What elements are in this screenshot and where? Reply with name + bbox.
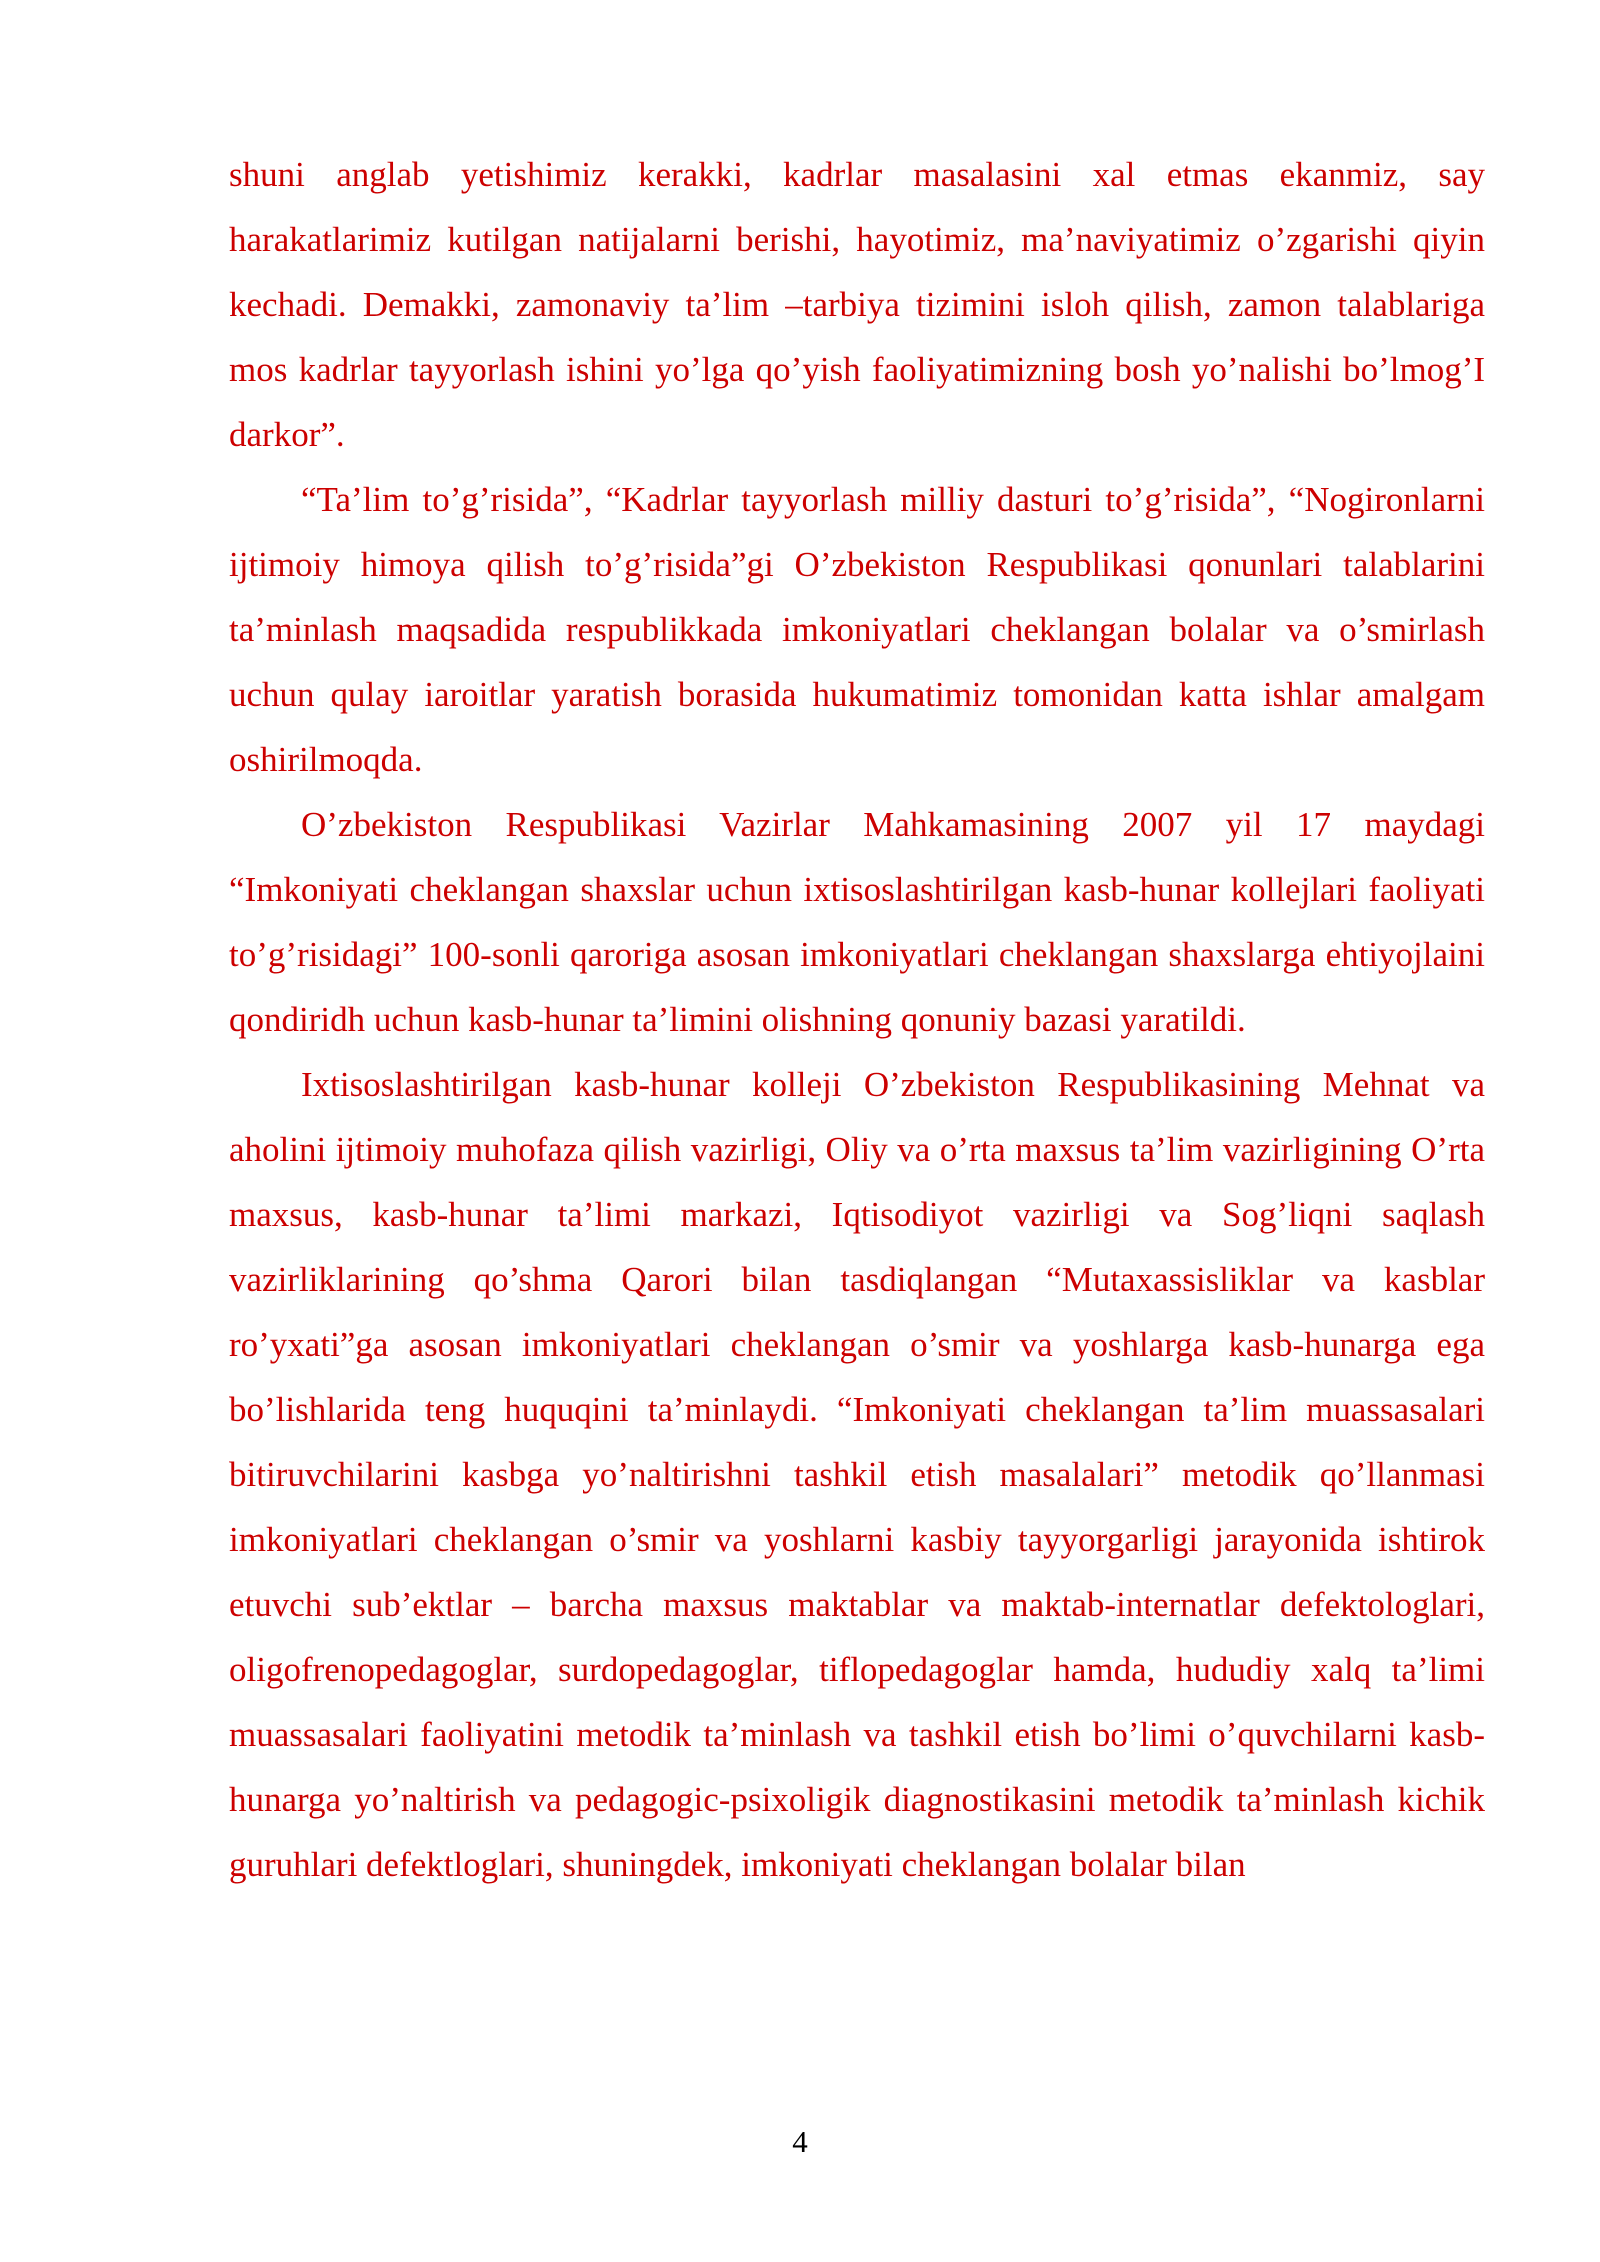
paragraph-3: O’zbekiston Respublikasi Vazirlar Mahkamasining 2007 yil 17 maydagi “Imkoniyati cheklangan shaxslar uchun ixtisoslashtirilgan kasb-hunar kollejlari faoliyati to’g’risidagi” 100-sonli qaroriga asosan imkoniyatlari cheklangan shaxslarga ehtiyojlaini qondiridh uchun kasb-hunar ta’limini olishning qonuniy bazasi yaratildi. (229, 805, 1485, 1039)
page-number: 4 (792, 2124, 808, 2159)
document-body (229, 142, 1485, 1897)
paragraph-1: shuni anglab yetishimiz kerakki, kadrlar masalasini xal etmas ekanmiz, say harakatlarimiz kutilgan natijalarni berishi, hayotimiz, ma’naviyatimiz o’zgarishi qiyin kechadi. Demakki, zamonaviy ta’lim –tarbiya tizimini isloh qilish, zamon talablariga mos kadrlar tayyorlash ishini yo’lga qo’yish faoliyatimizning bosh yo’nalishi bo’lmog’I darkor”. (229, 155, 1485, 454)
paragraph-4: Ixtisoslashtirilgan kasb-hunar kolleji O’zbekiston Respublikasining Mehnat va aholini ijtimoiy muhofaza qilish vazirligi, Oliy va o’rta maxsus ta’lim vazirligining O’rta maxsus, kasb-hunar ta’limi markazi, Iqtisodiyot vazirligi va Sog’liqni saqlash vazirliklarining qo’shma Qarori bilan tasdiqlangan “Mutaxassisliklar va kasblar ro’yxati”ga asosan imkoniyatlari cheklangan o’smir va yoshlarga kasb-hunarga ega bo’lishlarida teng huquqini ta’minlaydi. “Imkoniyati cheklangan ta’lim muassasalari bitiruvchilarini kasbga yo’naltirishni tashkil etish masalalari” metodik qo’llanmasi imkoniyatlari cheklangan o’smir va yoshlarni kasbiy tayyorgarligi jarayonida ishtirok etuvchi sub’ektlar – barcha maxsus maktablar va maktab-internatlar defektologlari, oligofrenopedagoglar, surdopedagoglar, tiflopedagoglar hamda, hududiy xalq ta’limi muassasalari faoliyatini metodik ta’minlash va tashkil etish bo’limi o’quvchilarni kasb-hunarga yo’naltirish va pedagogic-psixoligik diagnostikasini metodik ta’minlash kichik guruhlari defektloglari, shuningdek, imkoniyati cheklangan bolalar bilan (229, 1065, 1485, 1884)
paragraph-2: “Ta’lim to’g’risida”, “Kadrlar tayyorlash milliy dasturi to’g’risida”, “Nogironlarni ijtimoiy himoya qilish to’g’risida”gi O’zbekiston Respublikasi qonunlari talablarini ta’minlash maqsadida respublikkada imkoniyatlari cheklangan bolalar va o’smirlash uchun qulay iaroitlar yaratish borasida hukumatimiz tomonidan katta ishlar amalgam oshirilmoqda. (229, 480, 1485, 779)
